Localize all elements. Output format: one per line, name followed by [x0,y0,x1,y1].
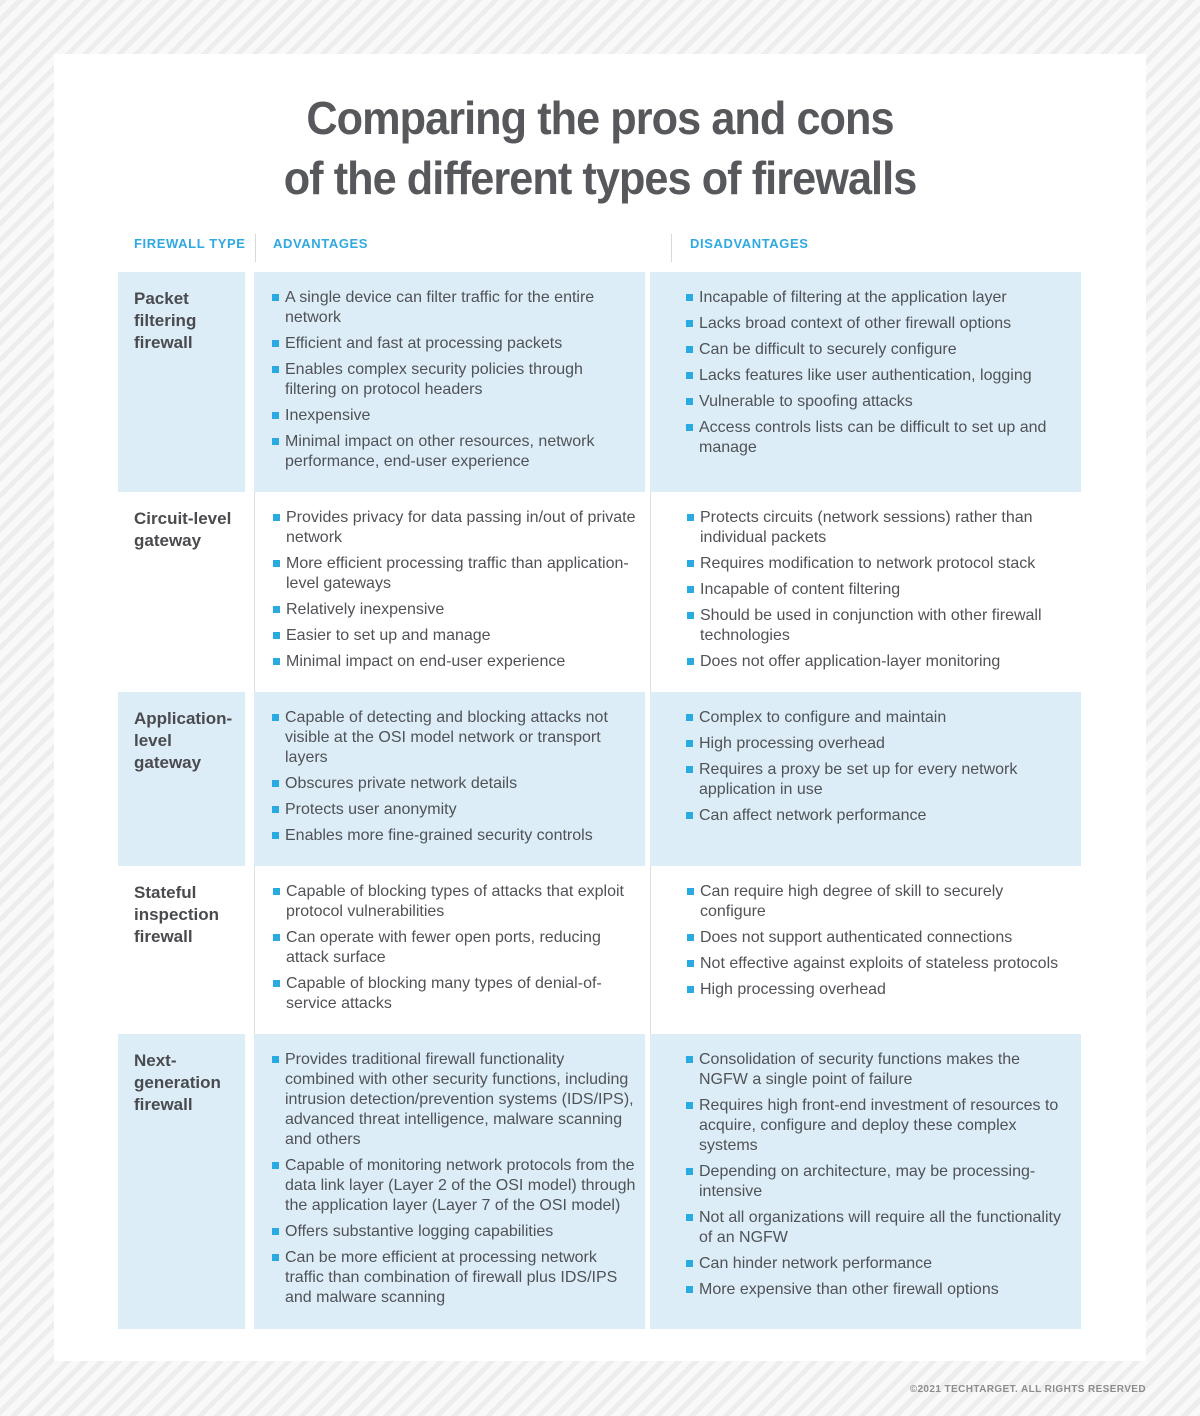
disadvantage-item: Lacks broad context of other firewall options [686,314,1069,334]
firewall-type-cell: Circuit-level gateway [134,509,232,550]
disadvantage-item: Not effective against exploits of stateless protocols [687,954,1069,974]
advantage-item: Minimal impact on end-user experience [273,652,637,672]
advantages-cell [254,692,645,866]
advantages-cell [254,866,645,1034]
page-title [87,88,1113,208]
advantages-list [273,882,637,1014]
column-gutter [245,866,254,1034]
disadvantage-item: High processing overhead [687,980,1069,1000]
advantages-list [273,508,637,672]
column-gutter [245,492,254,692]
table-row [118,692,1081,866]
disadvantage-item: Can be difficult to securely configure [686,340,1069,360]
table-header-row [118,234,1081,272]
disadvantages-cell [650,272,1081,492]
advantage-item: Can be more efficient at processing network traffic than combination of firewall plus IDS/IPS and malware scanning [272,1248,637,1308]
column-gutter [245,1034,254,1329]
disadvantage-item: Can affect network performance [686,806,1069,826]
advantage-item: Enables complex security policies through filtering on protocol headers [272,360,637,400]
column-gutter [245,272,254,492]
disadvantages-list [686,708,1069,826]
disadvantages-cell [650,866,1081,1034]
advantage-item: Provides privacy for data passing in/out of private network [273,508,637,548]
disadvantage-item: Does not offer application-layer monitoring [687,652,1069,672]
advantage-item: Easier to set up and manage [273,626,637,646]
advantages-list [272,288,637,472]
table-body [118,272,1081,1329]
advantage-item: Capable of monitoring network protocols from the data link layer (Layer 2 of the OSI model) through the application layer (Layer 7 of the OSI model) [272,1156,637,1216]
header-divider-line [671,234,672,262]
advantages-cell [254,492,645,692]
firewall-type-cell: Stateful inspection firewall [134,883,220,946]
advantage-item: A single device can filter traffic for the entire network [272,288,637,328]
advantage-item: Provides traditional firewall functionality combined with other security functions, including intrusion detection/prevention systems (IDS/IPS), advanced threat intelligence, malware scanning and others [272,1050,637,1150]
disadvantage-item: Complex to configure and maintain [686,708,1069,728]
column-header-disadvantages: DISADVANTAGES [690,236,809,251]
disadvantages-cell [650,1034,1081,1329]
disadvantage-item: Can hinder network performance [686,1254,1069,1274]
header-divider-line [255,234,256,262]
disadvantage-item: Should be used in conjunction with other firewall technologies [687,606,1069,646]
copyright-notice: ©2021 TECHTARGET. ALL RIGHTS RESERVED [909,1384,1146,1395]
advantage-item: Capable of blocking types of attacks that exploit protocol vulnerabilities [273,882,637,922]
advantage-item: Capable of blocking many types of denial-of-service attacks [273,974,637,1014]
advantage-item: Minimal impact on other resources, network performance, end-user experience [272,432,637,472]
disadvantages-cell [650,692,1081,866]
advantages-cell [254,272,645,492]
disadvantages-list [687,508,1069,672]
infographic-card [54,54,1146,1361]
table-row [118,866,1081,1034]
advantage-item: More efficient processing traffic than application-level gateways [273,554,637,594]
advantage-item: Inexpensive [272,406,637,426]
advantages-list [272,708,637,846]
advantage-item: Efficient and fast at processing packets [272,334,637,354]
page-title-line-2: of the different types of firewalls [283,152,917,204]
disadvantage-item: Does not support authenticated connections [687,928,1069,948]
table-row [118,272,1081,492]
disadvantage-item: Incapable of content filtering [687,580,1069,600]
disadvantage-item: Vulnerable to spoofing attacks [686,392,1069,412]
advantage-item: Enables more fine-grained security controls [272,826,637,846]
advantage-item: Obscures private network details [272,774,637,794]
disadvantage-item: Requires modification to network protocol stack [687,554,1069,574]
column-gutter [245,692,254,866]
disadvantages-list [686,288,1069,458]
column-header-firewall-type: FIREWALL TYPE [134,236,246,251]
column-header-advantages: ADVANTAGES [273,236,369,251]
disadvantage-item: High processing overhead [686,734,1069,754]
disadvantage-item: Requires a proxy be set up for every network application in use [686,760,1069,800]
firewall-type-cell: Next-generation firewall [118,1034,245,1329]
advantages-cell [254,1034,645,1329]
advantage-item: Protects user anonymity [272,800,637,820]
disadvantages-list [686,1050,1069,1300]
advantage-item: Capable of detecting and blocking attacks not visible at the OSI model network or transport layers [272,708,637,768]
table-row [118,1034,1081,1329]
disadvantage-item: Lacks features like user authentication, logging [686,366,1069,386]
advantage-item: Can operate with fewer open ports, reducing attack surface [273,928,637,968]
disadvantage-item: Depending on architecture, may be processing-intensive [686,1162,1069,1202]
comparison-table [118,234,1081,1329]
disadvantage-item: Requires high front-end investment of resources to acquire, configure and deploy these complex systems [686,1096,1069,1156]
advantage-item: Offers substantive logging capabilities [272,1222,637,1242]
table-row [118,492,1081,692]
firewall-type-cell: Packet filtering firewall [118,272,245,492]
disadvantage-item: Not all organizations will require all the functionality of an NGFW [686,1208,1069,1248]
disadvantage-item: More expensive than other firewall options [686,1280,1069,1300]
disadvantage-item: Protects circuits (network sessions) rather than individual packets [687,508,1069,548]
disadvantage-item: Consolidation of security functions makes the NGFW a single point of failure [686,1050,1069,1090]
page-title-line-1: Comparing the pros and cons [306,92,894,144]
firewall-type-cell: Application-level gateway [118,692,245,866]
advantages-list [272,1050,637,1308]
disadvantage-item: Access controls lists can be difficult to set up and manage [686,418,1069,458]
disadvantages-cell [650,492,1081,692]
disadvantage-item: Incapable of filtering at the application layer [686,288,1069,308]
disadvantages-list [687,882,1069,1000]
disadvantage-item: Can require high degree of skill to securely configure [687,882,1069,922]
advantage-item: Relatively inexpensive [273,600,637,620]
